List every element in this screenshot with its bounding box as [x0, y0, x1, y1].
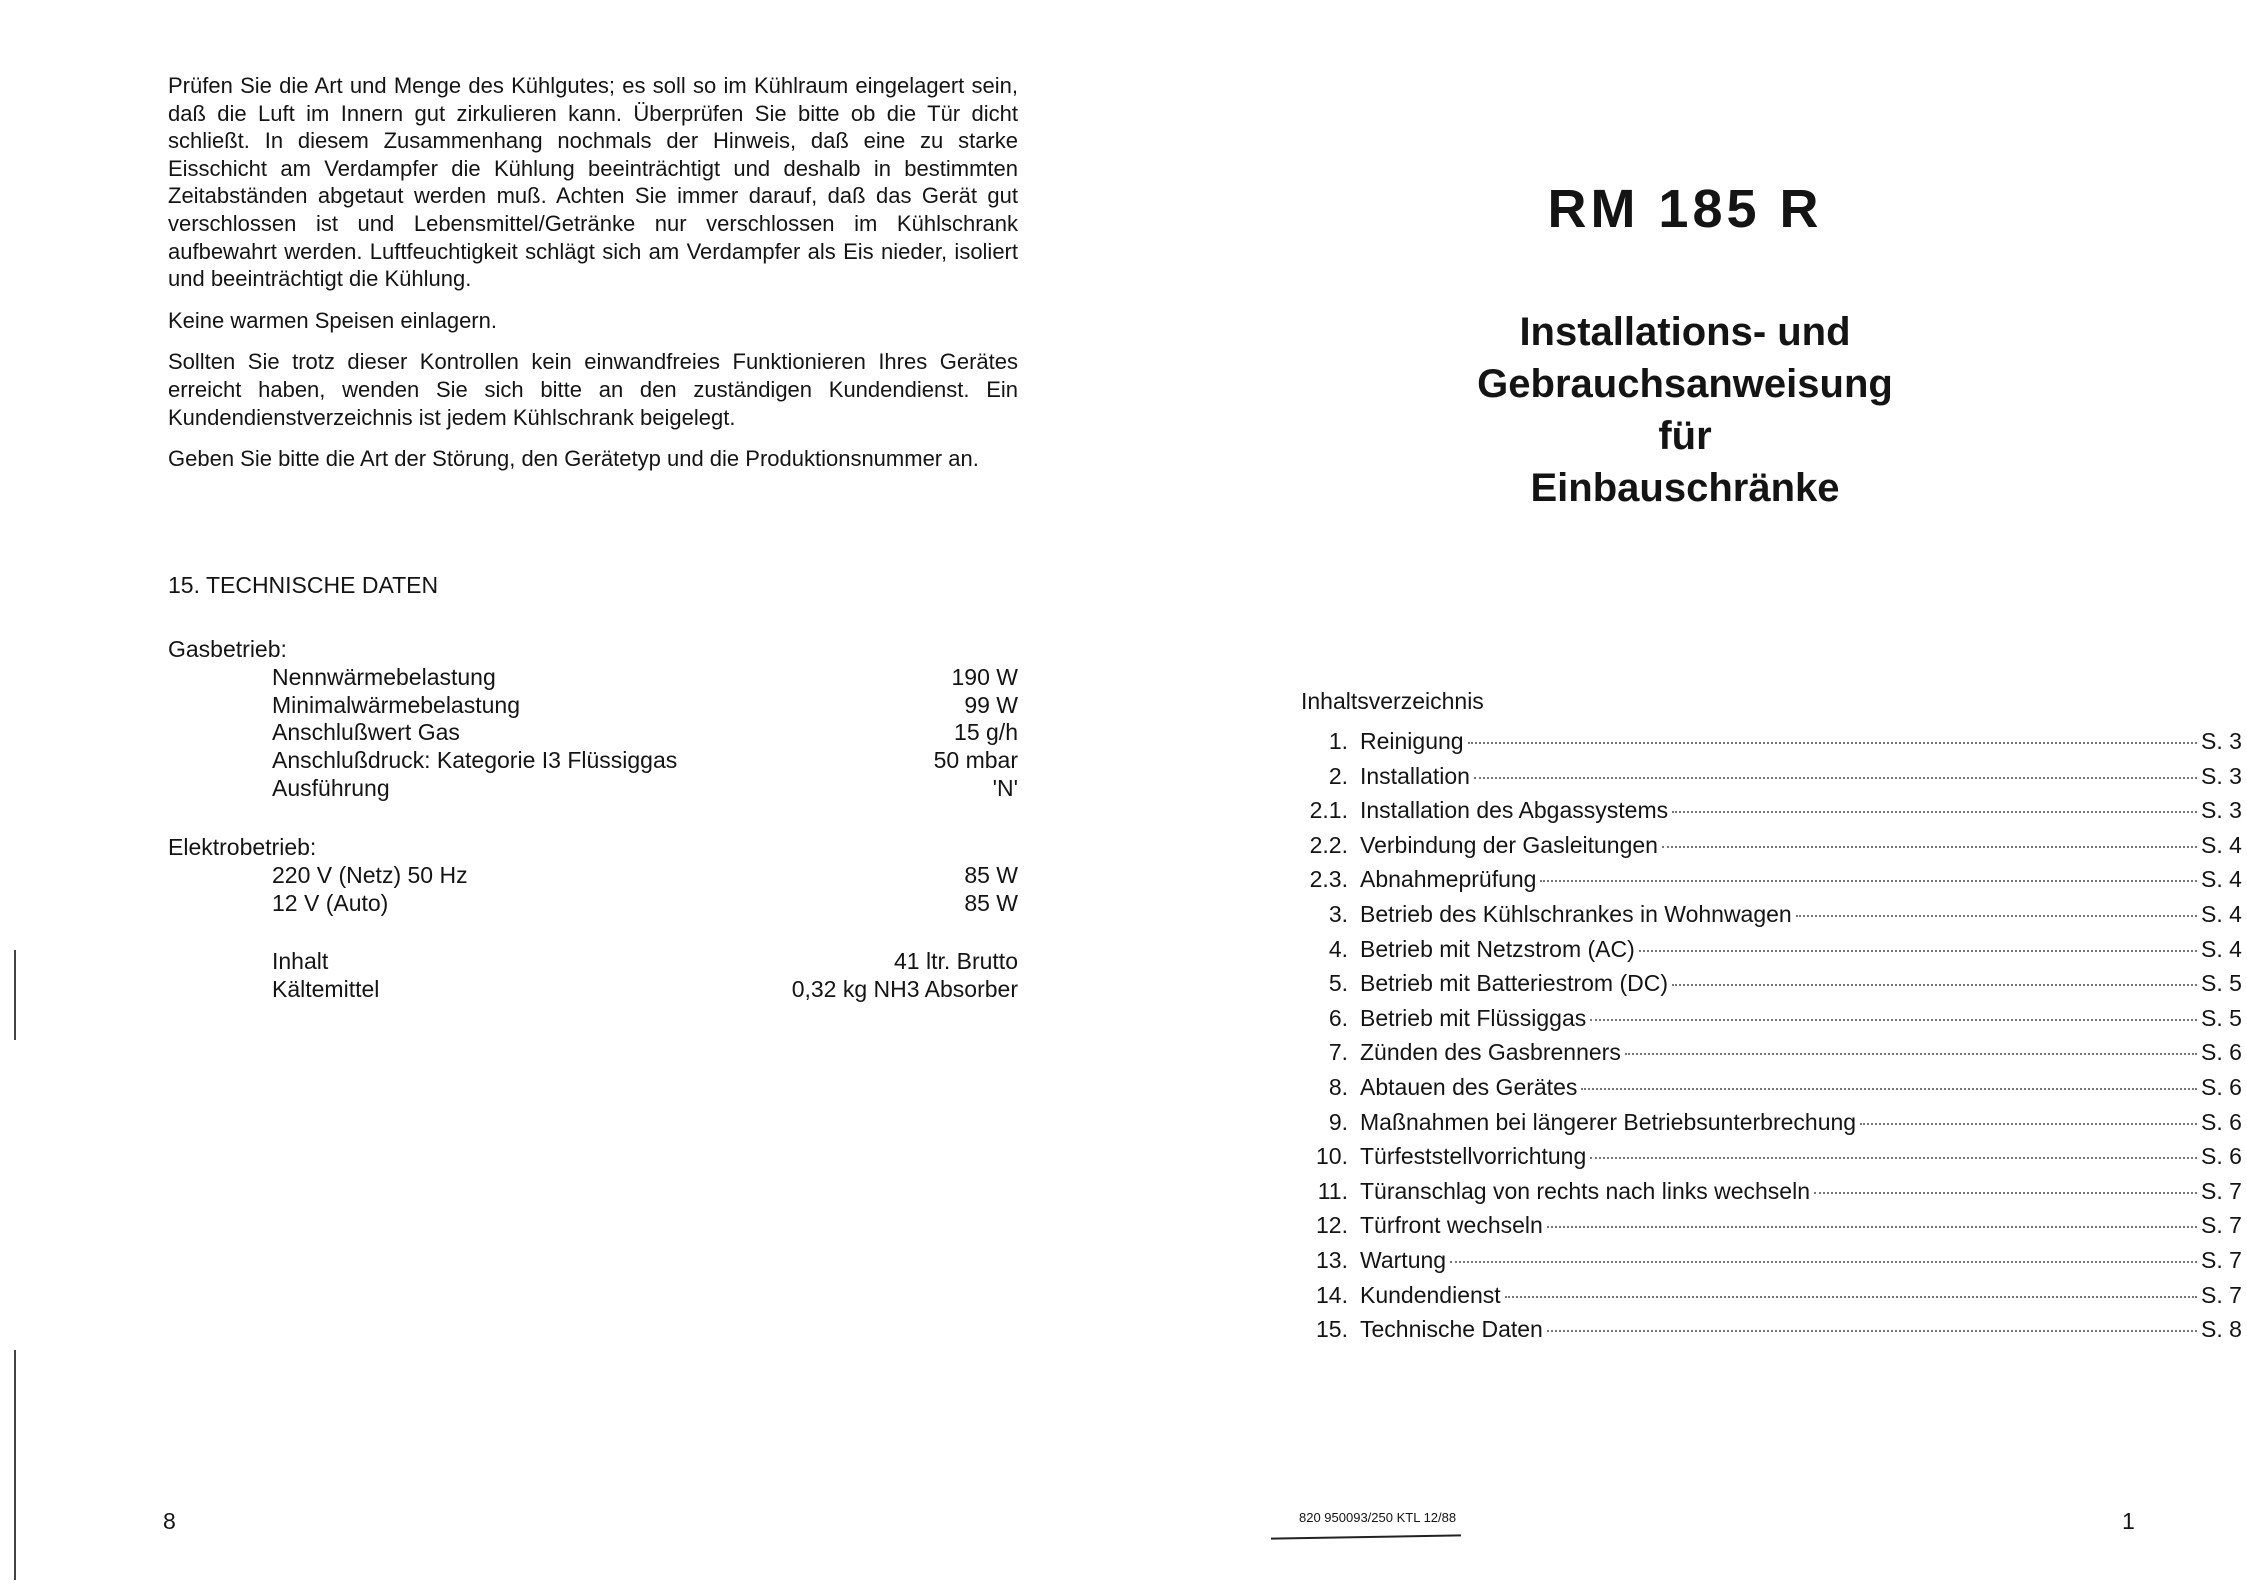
toc-label: Maßnahmen bei längerer Betriebsunterbrechung — [1360, 1108, 1857, 1135]
toc-entry — [1290, 1109, 2247, 1144]
toc-page-ref: S. 4 — [2201, 866, 2242, 893]
toc-number: 15. — [1316, 1316, 1348, 1343]
toc-page-ref: S. 6 — [2201, 1143, 2242, 1170]
model-title: RM 185 R — [1547, 179, 1823, 239]
spec-value: 0,32 kg NH3 Absorber — [791, 975, 1018, 1002]
spec-label: Anschlußwert Gas — [272, 719, 460, 746]
toc-page-ref: S. 5 — [2201, 1004, 2242, 1031]
toc-label: Zünden des Gasbrenners — [1360, 1039, 1621, 1066]
spec-row — [168, 719, 1018, 747]
toc-entry — [1290, 901, 2247, 936]
section-title: 15. TECHNISCHE DATEN — [168, 572, 439, 598]
toc-entry — [1290, 1005, 2247, 1040]
toc-leader-dots — [1662, 846, 2197, 848]
toc-entry — [1290, 1247, 2247, 1282]
toc-label: Betrieb mit Netzstrom (AC) — [1360, 935, 1635, 962]
electric-heading: Elektrobetrieb: — [168, 834, 317, 860]
toc-number: 7. — [1328, 1039, 1348, 1066]
toc-entry — [1290, 1039, 2247, 1074]
footer-code: 820 950093/250 KTL 12/88 — [1299, 1510, 1457, 1525]
toc-leader-dots — [1450, 1261, 2197, 1263]
spec-label: Anschlußdruck: Kategorie I3 Flüssiggas — [272, 747, 678, 774]
toc-leader-dots — [1796, 915, 2197, 917]
toc-page-ref: S. 6 — [2201, 1108, 2242, 1135]
scan-margin-line — [14, 1350, 16, 1580]
toc-number: 13. — [1316, 1246, 1348, 1273]
toc-leader-dots — [1547, 1330, 2197, 1332]
toc-entry — [1290, 1212, 2247, 1247]
toc-number: 6. — [1328, 1004, 1348, 1031]
spec-row — [168, 664, 1018, 692]
left-page — [0, 0, 1123, 1587]
intro-text — [168, 72, 1018, 487]
toc-number: 1. — [1328, 728, 1348, 754]
toc-page-ref: S. 3 — [2201, 728, 2242, 754]
toc-page-ref: S. 3 — [2201, 797, 2242, 824]
spec-value: 'N' — [992, 774, 1018, 801]
page-number-right: 1 — [2122, 1508, 2135, 1534]
toc-number: 5. — [1328, 970, 1348, 997]
toc-entry — [1290, 1282, 2247, 1317]
spec-value: 85 W — [964, 889, 1018, 916]
toc-page-ref: S. 7 — [2201, 1177, 2242, 1204]
title-line: für — [1658, 414, 1712, 458]
intro-paragraph: Keine warmen Speisen einlagern. — [168, 307, 497, 333]
toc-entry — [1290, 797, 2247, 832]
toc-page-ref: S. 7 — [2201, 1281, 2242, 1308]
toc-entry — [1290, 832, 2247, 867]
toc-entry — [1290, 1316, 2247, 1351]
intro-paragraph: Prüfen Sie die Art und Menge des Kühlgutes; es soll so im Kühlraum eingelagert sein, daß die Luft im Innern gut zirkulieren kann. Überprüfen Sie bitte ob die Tür dicht schließt. In diesem Zusammenhang nochmals der Hinweis, daß eine zu starke Eisschicht am Verdampfer die Kühlung beeinträchtigt und deshalb in bestimmten Zeitabständen abgetaut werden muß. Achten Sie immer darauf, daß das Gerät gut verschlossen ist und Lebensmittel/Getränke nur verschlossen im Kühlschrank aufbewahrt werden. Luftfeuchtigkeit schlägt sich am Verdampfer als Eis nieder, isoliert und beeinträchtigt die Kühlung. — [168, 73, 1018, 292]
handwritten-stroke — [1271, 1534, 1461, 1543]
spec-value: 50 mbar — [933, 747, 1018, 774]
spec-value: 41 ltr. Brutto — [893, 948, 1018, 974]
toc-leader-dots — [1581, 1088, 2197, 1090]
toc-page-ref: S. 4 — [2201, 900, 2242, 927]
spec-label: Kältemittel — [272, 975, 380, 1002]
toc-label: Technische Daten — [1360, 1316, 1543, 1343]
spec-label: Inhalt — [272, 948, 329, 974]
spec-row — [168, 976, 1018, 1004]
toc-page-ref: S. 3 — [2201, 762, 2242, 789]
toc-number: 2.3. — [1309, 866, 1348, 893]
toc-page-ref: S. 6 — [2201, 1039, 2242, 1066]
gas-specs — [168, 636, 1018, 803]
toc-number: 2. — [1328, 762, 1348, 789]
toc-number: 4. — [1328, 935, 1348, 962]
spec-label: 12 V (Auto) — [272, 889, 389, 916]
toc-leader-dots — [1540, 880, 2197, 882]
toc-leader-dots — [1590, 1019, 2197, 1021]
toc-label: Türfront wechseln — [1360, 1212, 1543, 1239]
spec-row — [168, 775, 1018, 803]
spec-value: 99 W — [964, 691, 1018, 718]
intro-paragraph: Geben Sie bitte die Art der Störung, den Gerätetyp und die Produktionsnummer an. — [168, 446, 979, 472]
toc-page-ref: S. 8 — [2201, 1316, 2242, 1343]
toc-leader-dots — [1860, 1123, 2197, 1125]
toc-label: Wartung — [1360, 1246, 1447, 1273]
spec-row — [168, 862, 1018, 890]
toc-label: Reinigung — [1360, 728, 1464, 754]
toc-page-ref: S. 7 — [2201, 1246, 2242, 1273]
page-number-left: 8 — [163, 1508, 176, 1534]
toc-number: 11. — [1317, 1177, 1348, 1204]
toc-leader-dots — [1590, 1157, 2197, 1159]
toc-label: Kundendienst — [1360, 1281, 1501, 1308]
toc-label: Installation des Abgassystems — [1360, 797, 1669, 824]
toc-heading: Inhaltsverzeichnis — [1301, 688, 1484, 714]
spec-row — [168, 890, 1018, 918]
spec-row — [168, 692, 1018, 720]
spec-label: Minimalwärmebelastung — [272, 691, 520, 718]
toc-entry — [1290, 763, 2247, 798]
spec-label: Nennwärmebelastung — [272, 663, 496, 690]
spec-label: Ausführung — [272, 774, 390, 801]
toc-page-ref: S. 5 — [2201, 970, 2242, 997]
toc-label: Installation — [1360, 762, 1470, 789]
toc-entry — [1290, 1074, 2247, 1109]
toc-number: 8. — [1328, 1073, 1348, 1100]
toc-page-ref: S. 4 — [2201, 831, 2242, 858]
electric-specs — [168, 834, 1018, 917]
toc-leader-dots — [1672, 984, 2197, 986]
toc-entry — [1290, 866, 2247, 901]
toc-label: Verbindung der Gasleitungen — [1360, 831, 1658, 858]
toc-number: 2.2. — [1309, 831, 1348, 858]
toc-number: 3. — [1328, 900, 1348, 927]
toc-label: Türfeststellvorrichtung — [1360, 1143, 1587, 1170]
toc-entry — [1290, 728, 2247, 763]
toc-number: 2.1. — [1309, 797, 1348, 824]
toc-entry — [1290, 1143, 2247, 1178]
toc-number: 12. — [1316, 1212, 1348, 1239]
spec-value: 15 g/h — [954, 719, 1018, 746]
toc-leader-dots — [1468, 742, 2197, 744]
document-title — [1123, 306, 2247, 514]
spec-value: 190 W — [951, 663, 1018, 690]
title-line: Installations- und — [1519, 310, 1851, 354]
intro-paragraph: Sollten Sie trotz dieser Kontrollen kein einwandfreies Funktionieren Ihres Gerätes erreicht haben, wenden Sie sich bitte an den zuständigen Kundendienst. Ein Kundendienstverzeichnis ist jedem Kühlschrank beigelegt. — [168, 349, 1018, 430]
toc-entry — [1290, 1178, 2247, 1213]
toc-label: Betrieb mit Flüssiggas — [1360, 1004, 1587, 1031]
title-line: Einbauschränke — [1530, 466, 1840, 510]
toc-number: 10. — [1316, 1143, 1348, 1170]
toc-page-ref: S. 7 — [2201, 1212, 2242, 1239]
toc-leader-dots — [1639, 950, 2197, 952]
gas-heading: Gasbetrieb: — [168, 636, 287, 662]
spec-value: 85 W — [964, 861, 1018, 888]
right-page — [1123, 0, 2247, 1587]
toc-label: Abnahmeprüfung — [1360, 866, 1537, 893]
toc-label: Betrieb mit Batteriestrom (DC) — [1360, 970, 1669, 997]
toc-page-ref: S. 4 — [2201, 935, 2242, 962]
spec-row — [168, 747, 1018, 775]
toc-label: Türanschlag von rechts nach links wechseln — [1360, 1177, 1811, 1204]
toc-leader-dots — [1672, 811, 2197, 813]
toc-entry — [1290, 970, 2247, 1005]
title-line: Gebrauchsanweisung — [1477, 362, 1893, 406]
toc-page-ref: S. 6 — [2201, 1073, 2242, 1100]
toc-leader-dots — [1625, 1053, 2197, 1055]
toc-leader-dots — [1814, 1192, 2197, 1194]
table-of-contents — [1290, 728, 2247, 1351]
spec-label: 220 V (Netz) 50 Hz — [272, 861, 468, 888]
other-specs — [168, 948, 1018, 1004]
toc-leader-dots — [1505, 1296, 2197, 1298]
toc-entry — [1290, 936, 2247, 971]
toc-label: Abtauen des Gerätes — [1360, 1073, 1578, 1100]
spec-row — [168, 948, 1018, 976]
toc-number: 14. — [1316, 1281, 1348, 1308]
toc-number: 9. — [1328, 1108, 1348, 1135]
toc-leader-dots — [1547, 1226, 2197, 1228]
scan-margin-line — [14, 950, 16, 1040]
toc-label: Betrieb des Kühlschrankes in Wohnwagen — [1360, 900, 1792, 927]
toc-leader-dots — [1474, 777, 2197, 779]
